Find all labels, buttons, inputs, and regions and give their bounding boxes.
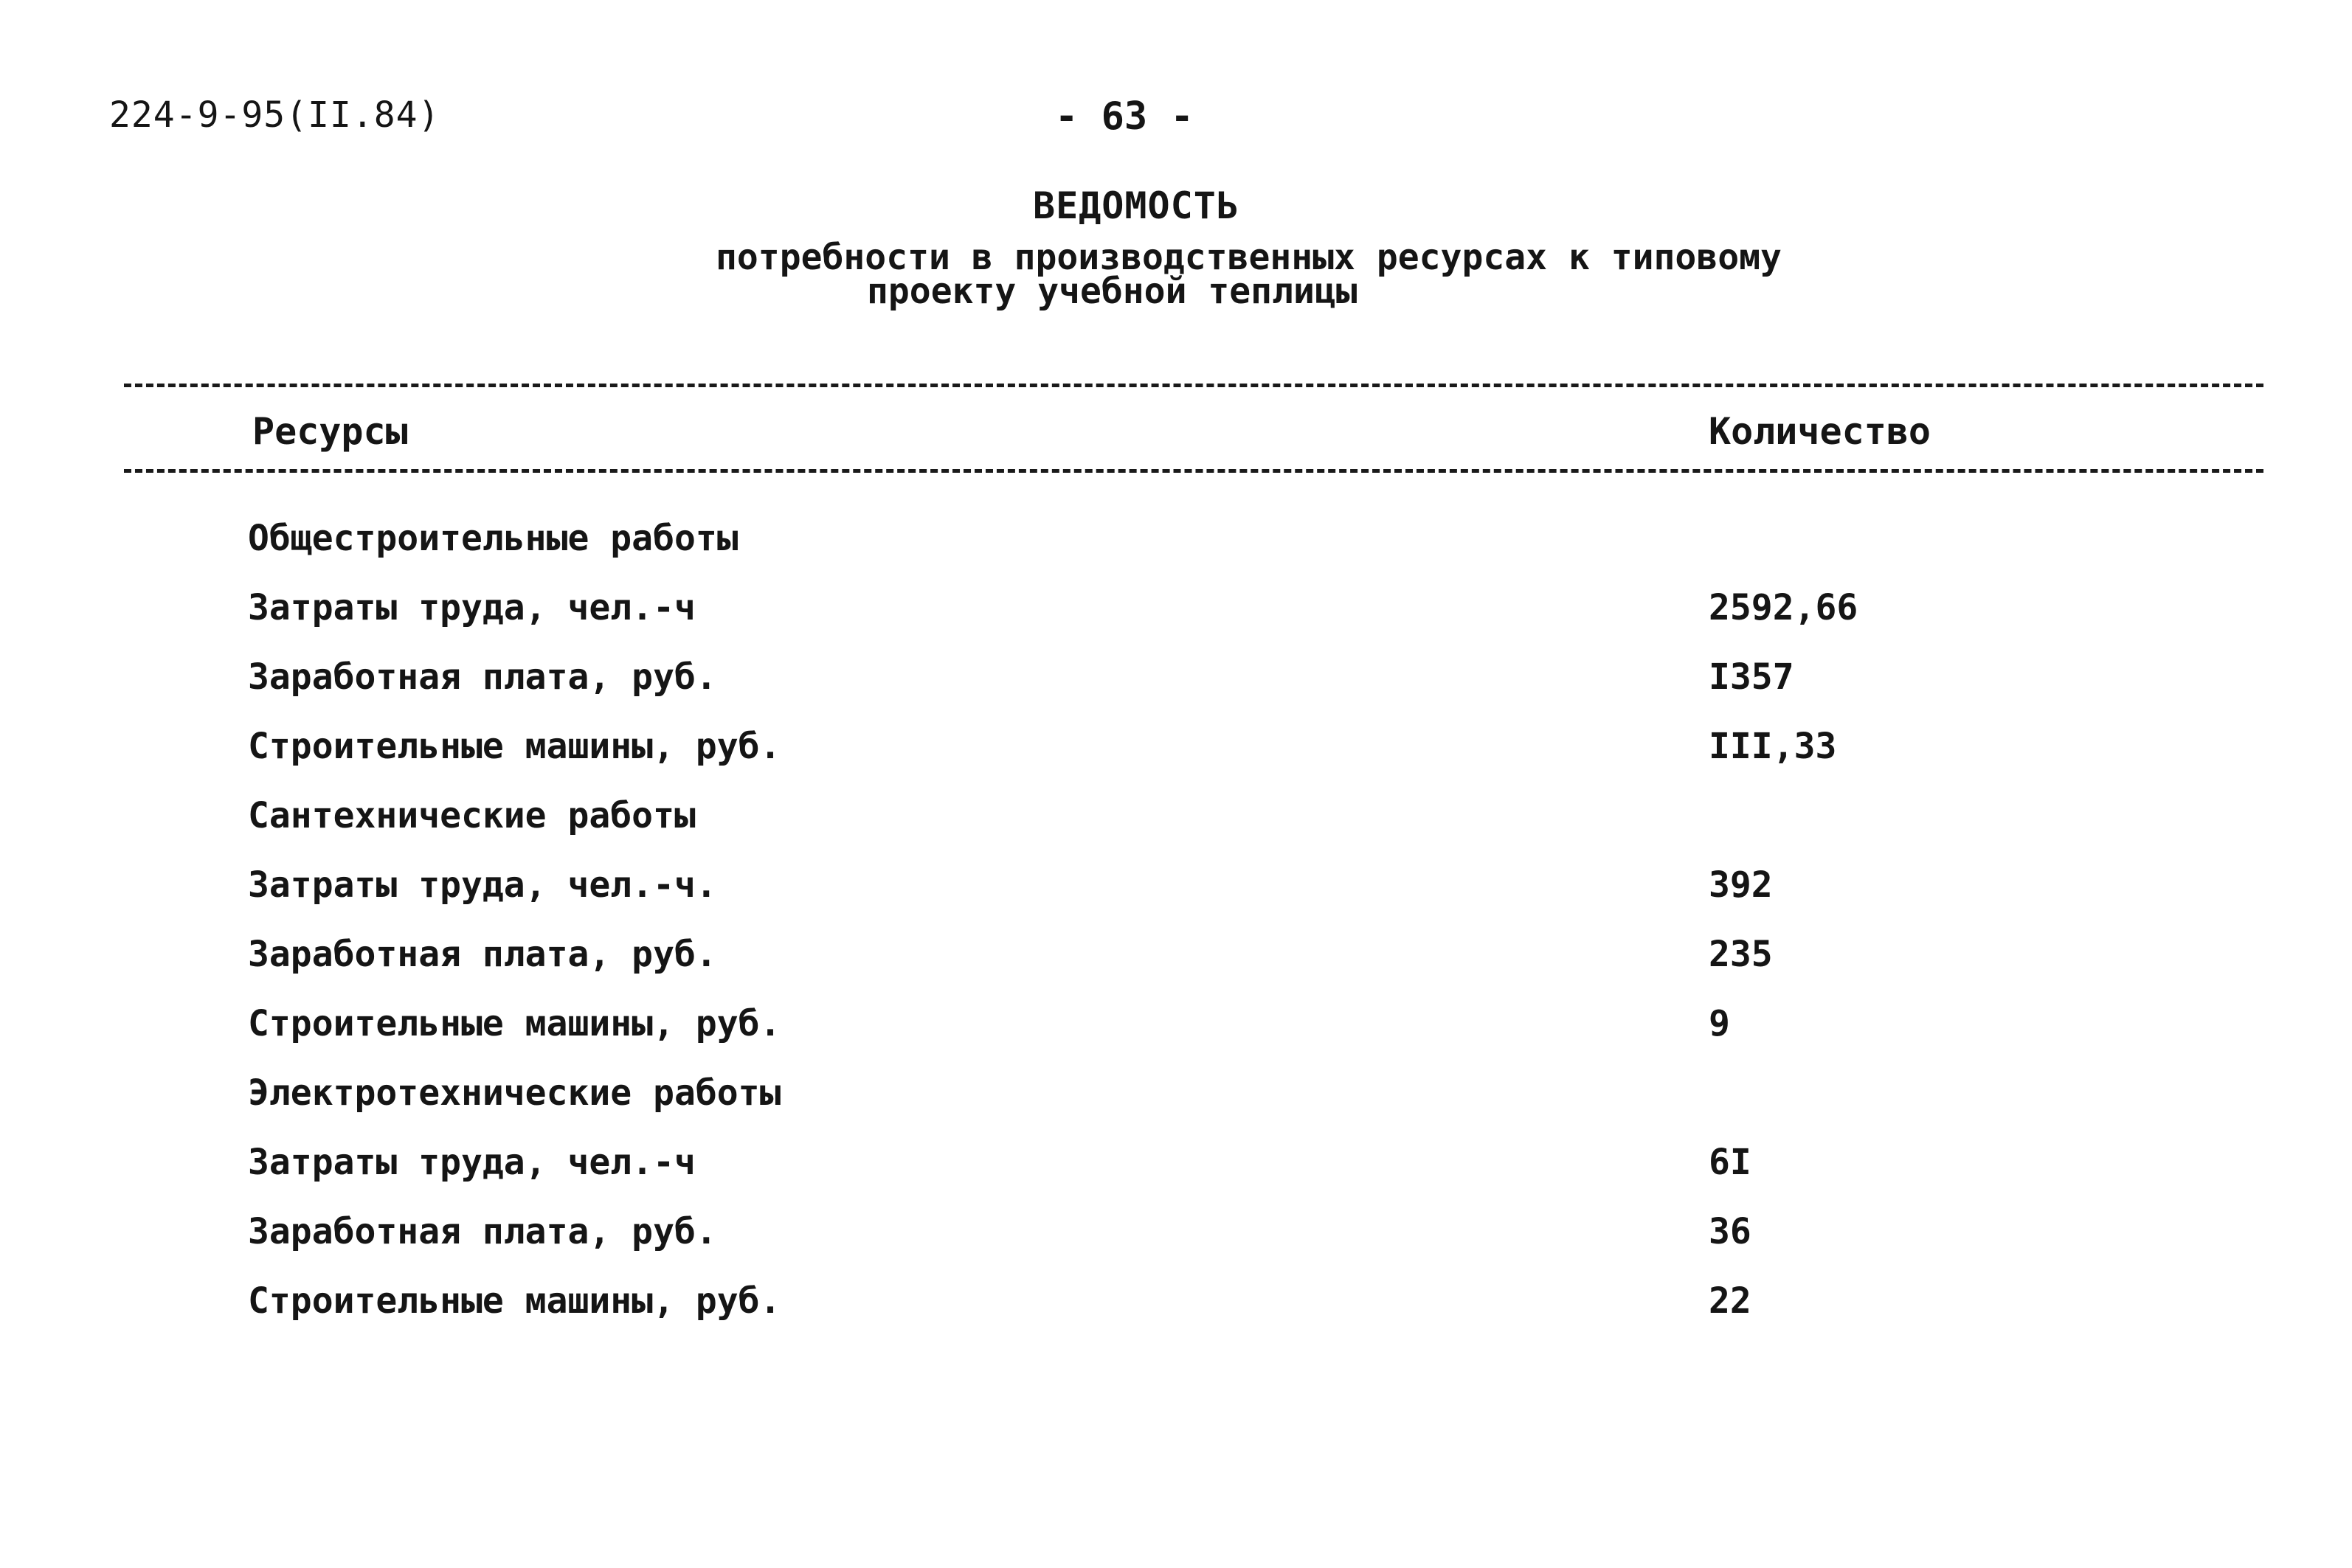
row-label: Затраты труда, чел.-ч	[248, 587, 696, 628]
column-header-resources: Ресурсы	[252, 410, 408, 453]
table-row	[0, 726, 2352, 770]
row-label: Общестроительные работы	[248, 518, 739, 559]
table-row	[0, 518, 2352, 562]
subtitle-line-2: проекту учебной теплицы	[867, 271, 1357, 312]
row-label: Заработная плата, руб.	[248, 656, 717, 698]
table-row	[0, 934, 2352, 978]
table-row	[0, 864, 2352, 909]
row-label: Затраты труда, чел.-ч.	[248, 864, 717, 906]
table-row	[0, 1142, 2352, 1186]
row-label: Строительные машины, руб.	[248, 1280, 781, 1322]
document-code: 224-9-95(II.84)	[109, 94, 440, 136]
row-value: 392	[1709, 864, 1773, 906]
row-label: Строительные машины, руб.	[248, 726, 781, 767]
row-label: Сантехнические работы	[248, 795, 696, 836]
document-title: ВЕДОМОСТЬ	[1033, 184, 1239, 227]
page-number: - 63 -	[1055, 94, 1194, 139]
row-value: I357	[1709, 656, 1794, 698]
row-value: 6I	[1709, 1142, 1751, 1183]
row-label: Заработная плата, руб.	[248, 934, 717, 975]
column-header-quantity: Количество	[1709, 410, 1931, 453]
table-row	[0, 795, 2352, 839]
row-value: 22	[1709, 1280, 1751, 1322]
row-label: Строительные машины, руб.	[248, 1003, 781, 1044]
row-label: Электротехнические работы	[248, 1072, 781, 1114]
subtitle-line-1: потребности в производственных ресурсах к типовому	[716, 237, 1782, 278]
table-row	[0, 1072, 2352, 1117]
table-row	[0, 587, 2352, 631]
table-row	[0, 656, 2352, 701]
row-value: 235	[1709, 934, 1773, 975]
row-value: 36	[1709, 1211, 1751, 1252]
row-label: Затраты труда, чел.-ч	[248, 1142, 696, 1183]
table-row	[0, 1003, 2352, 1047]
row-value: III,33	[1709, 726, 1837, 767]
row-value: 9	[1709, 1003, 1730, 1044]
row-value: 2592,66	[1709, 587, 1858, 628]
table-row	[0, 1211, 2352, 1255]
table-row	[0, 1280, 2352, 1325]
row-label: Заработная плата, руб.	[248, 1211, 717, 1252]
